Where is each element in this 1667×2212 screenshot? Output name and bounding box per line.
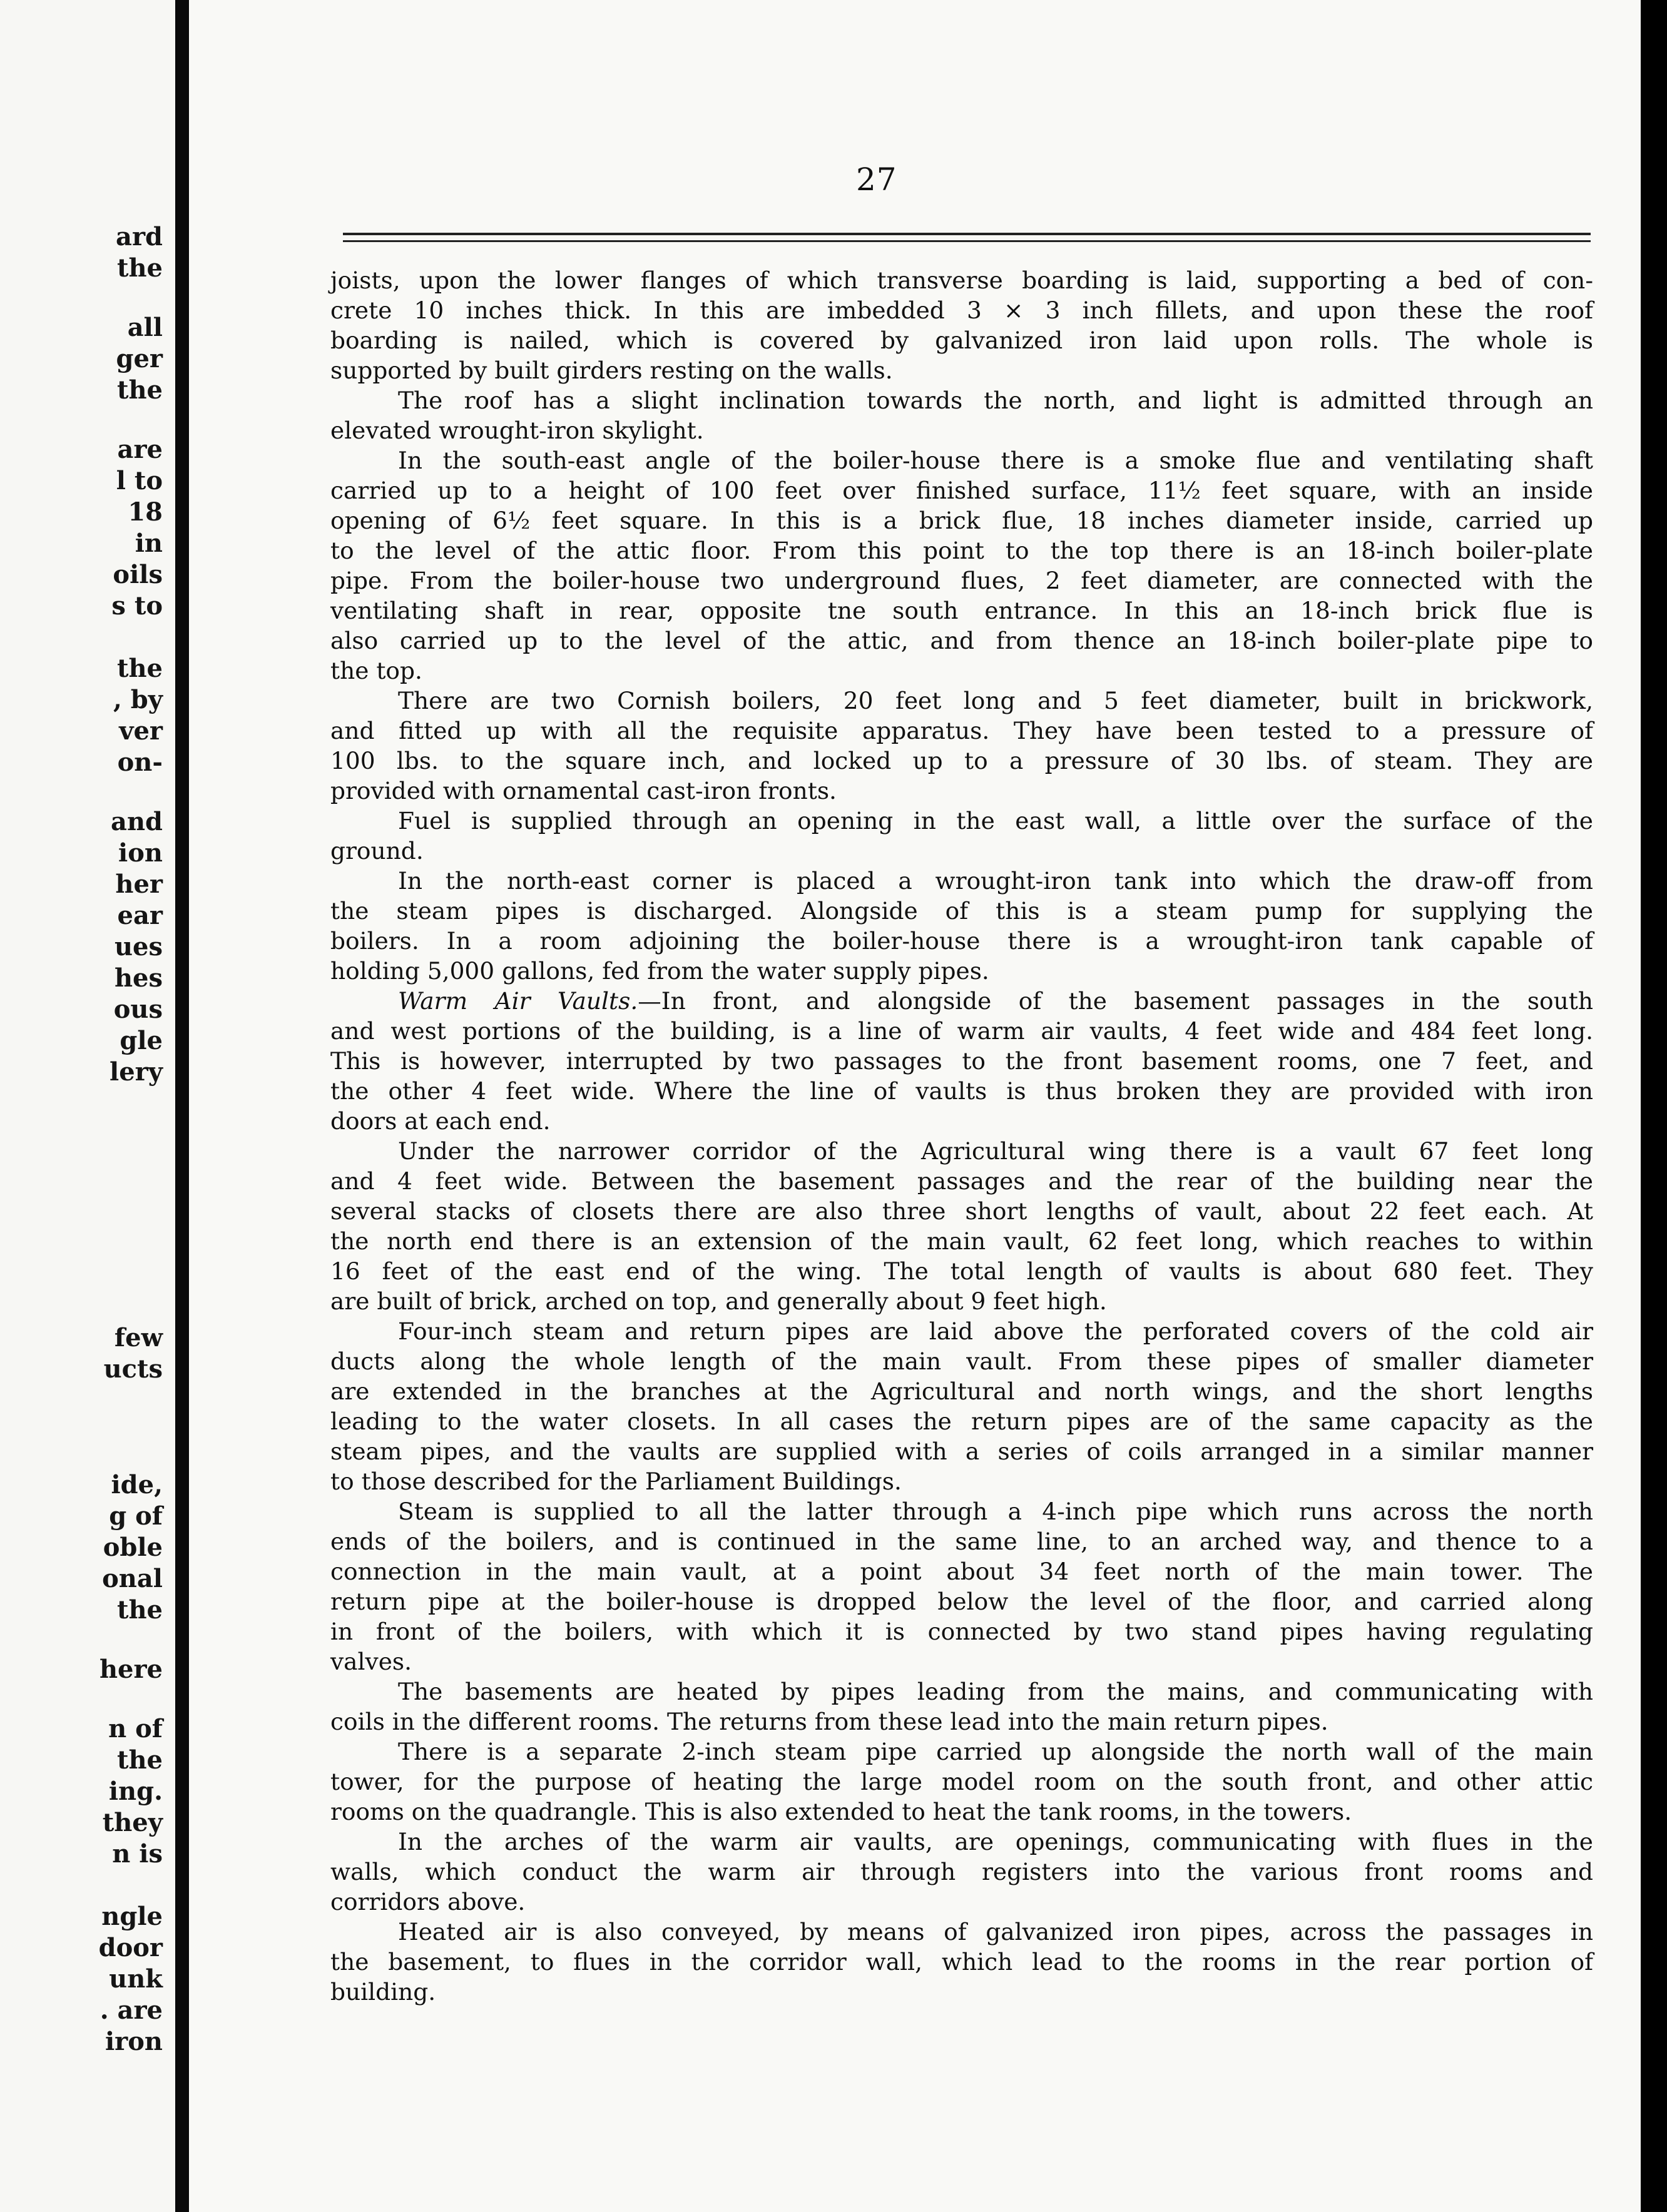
text-line: 100 lbs. to the square inch, and locked up to a pressure of 30 lbs. of steam. They are [330,747,1593,774]
facing-page-fragment: ger [116,344,163,373]
facing-page-fragment: g of [109,1501,163,1531]
section-heading: Warm Air Vaults. [398,987,638,1015]
facing-page-fragment: are [117,435,163,464]
text-line: walls, which conduct the warm air through registers into the various front rooms and [330,1858,1593,1885]
facing-page-fragment: n of [108,1714,163,1743]
text-line: and 4 feet wide. Between the basement passages and the rear of the building near the [330,1167,1593,1195]
text-line: to those described for the Parliament Buildings. [330,1468,902,1495]
text-line: provided with ornamental cast-iron fronts. [330,777,837,804]
text-line: joists, upon the lower flanges of which transverse boarding is laid, supporting a bed of con- [330,266,1593,294]
text-line: There are two Cornish boilers, 20 feet long and 5 feet diameter, built in brickwork, [398,687,1593,714]
facing-page-fragment: and [111,807,163,836]
text-line [330,986,1593,1016]
page-gutter [175,0,189,2212]
facing-page-fragment: hes [114,963,163,993]
facing-page-fragment: oils [113,560,163,589]
text-line: and west portions of the building, is a line of warm air vaults, 4 feet wide and 484 feet long. [330,1017,1593,1045]
text-line: Under the narrower corridor of the Agricultural wing there is a vault 67 feet long [398,1137,1593,1165]
scan-border [1641,0,1667,2212]
facing-page-fragment: ous [113,995,163,1024]
text-line: the top. [330,657,422,684]
facing-page-fragment: lery [110,1057,163,1087]
text-line: carried up to a height of 100 feet over finished surface, 11½ feet square, with an inside [330,477,1593,504]
text-line: crete 10 inches thick. In this are imbedded 3 × 3 inch fillets, and upon these the roof [330,297,1593,324]
facing-page-fragment: ucts [103,1354,163,1384]
document-page [189,0,1641,2212]
facing-page-fragment: ide, [111,1470,163,1499]
text-line: ends of the boilers, and is continued in the same line, to an arched way, and thence to a [330,1528,1593,1555]
text-line: In the north-east corner is placed a wrought-iron tank into which the draw-off from [398,867,1593,895]
text-line: rooms on the quadrangle. This is also extended to heat the tank rooms, in the towers. [330,1798,1352,1825]
facing-page-fragment: on- [117,748,163,777]
facing-page-fragment: in [135,529,163,558]
header-rule-thick [343,233,1591,235]
facing-page-fragment: unk [109,1964,163,1994]
facing-page-fragment: few [114,1323,163,1352]
text-line: Fuel is supplied through an opening in the east wall, a little over the surface of the [398,807,1593,835]
text-line: the other 4 feet wide. Where the line of vaults is thus broken they are provided with iron [330,1077,1593,1105]
body-text [330,265,1593,2007]
text-line: tower, for the purpose of heating the large model room on the south front, and other attic [330,1768,1593,1795]
facing-page-fragment: the [116,253,163,283]
facing-page-fragment: , by [113,685,163,714]
text-line: The basements are heated by pipes leading from the mains, and communicating with [398,1678,1593,1705]
text-line: several stacks of closets there are also three short lengths of vault, about 22 feet each. At [330,1197,1593,1225]
facing-page-fragment: onal [102,1564,163,1593]
facing-page-fragment: ard [116,222,163,251]
facing-page-fragment: ear [117,901,163,930]
text-line: return pipe at the boiler-house is dropped below the level of the floor, and carried along [330,1588,1593,1615]
text-line: connection in the main vault, at a point about 34 feet north of the main tower. The [330,1558,1593,1585]
facing-page-fragment: the [116,654,163,683]
text-line: to the level of the attic floor. From this point to the top there is an 18-inch boiler-plate [330,537,1593,564]
facing-page-margin [0,0,175,2212]
text-line: Steam is supplied to all the latter through a 4-inch pipe which runs across the north [398,1498,1593,1525]
facing-page-fragment: door [98,1933,163,1962]
text-line: In the arches of the warm air vaults, are openings, communicating with flues in the [398,1828,1593,1855]
text-line: pipe. From the boiler-house two underground flues, 2 feet diameter, are connected with the [330,567,1593,594]
text-line: ventilating shaft in rear, opposite tne south entrance. In this an 18-inch brick flue is [330,597,1593,624]
text-line: doors at each end. [330,1107,551,1135]
facing-page-fragment: ing. [108,1777,163,1806]
header-rule-thin [343,240,1591,242]
text-line: boarding is nailed, which is covered by galvanized iron laid upon rolls. The whole is [330,327,1593,354]
text-line: the steam pipes is discharged. Alongside of this is a steam pump for supplying the [330,897,1593,925]
facing-page-fragment: ver [119,716,163,746]
facing-page-fragment: . are [99,1996,163,2025]
text-line: This is however, interrupted by two passages to the front basement rooms, one 7 feet, and [330,1047,1593,1075]
facing-page-fragment: n is [112,1839,163,1869]
facing-page-fragment: ngle [101,1902,163,1931]
facing-page-fragment: the [116,1745,163,1775]
text-line: boilers. In a room adjoining the boiler-house there is a wrought-iron tank capable of [330,927,1593,955]
facing-page-fragment: gle [120,1026,163,1055]
page-number: 27 [856,161,897,198]
text-line: the north end there is an extension of the main vault, 62 feet long, which reaches to within [330,1227,1593,1255]
text-line: corridors above. [330,1888,526,1915]
text-line: leading to the water closets. In all cases the return pipes are of the same capacity as the [330,1408,1593,1435]
text-line: building. [330,1978,436,2006]
text-line: supported by built girders resting on the walls. [330,357,893,384]
facing-page-fragment: ion [118,838,163,868]
facing-page-fragment: ues [114,932,163,961]
facing-page-fragment: all [127,313,163,342]
facing-page-fragment: the [116,1595,163,1625]
text-line: Heated air is also conveyed, by means of galvanized iron pipes, across the passages in [398,1918,1593,1946]
text-line: holding 5,000 gallons, fed from the water supply pipes. [330,957,989,985]
text-line: steam pipes, and the vaults are supplied with a series of coils arranged in a similar manner [330,1438,1593,1465]
text-line: valves. [330,1648,412,1675]
text-line: and fitted up with all the requisite apparatus. They have been tested to a pressure of [330,717,1593,744]
facing-page-fragment: l to [116,466,163,495]
text-line: opening of 6½ feet square. In this is a brick flue, 18 inches diameter inside, carried up [330,507,1593,534]
facing-page-fragment: her [115,870,163,899]
text-line: also carried up to the level of the attic, and from thence an 18-inch boiler-plate pipe to [330,627,1593,654]
text-line: elevated wrought-iron skylight. [330,417,704,444]
text-line-content: —In front, and alongside of the basement passages in the south [638,987,1593,1015]
text-line: in front of the boilers, with which it is connected by two stand pipes having regulating [330,1618,1593,1645]
facing-page-fragment: s to [111,591,163,621]
facing-page-fragment: iron [105,2027,163,2056]
text-line: Four-inch steam and return pipes are laid above the perforated covers of the cold air [398,1317,1593,1345]
facing-page-fragment: the [116,375,163,405]
text-line: coils in the different rooms. The returns from these lead into the main return pipes. [330,1708,1328,1735]
text-line: In the south-east angle of the boiler-house there is a smoke flue and ventilating shaft [398,447,1593,474]
text-line: the basement, to flues in the corridor wall, which lead to the rooms in the rear portion of [330,1948,1593,1976]
facing-page-fragment: oble [103,1533,163,1562]
text-line: are extended in the branches at the Agricultural and north wings, and the short lengths [330,1377,1593,1405]
facing-page-fragment: they [102,1808,163,1837]
text-line: 16 feet of the east end of the wing. The total length of vaults is about 680 feet. They [330,1257,1593,1285]
text-line: ducts along the whole length of the main vault. From these pipes of smaller diameter [330,1347,1593,1375]
text-line: The roof has a slight inclination towards the north, and light is admitted through an [398,387,1593,414]
facing-page-fragment: here [99,1655,163,1684]
text-line: There is a separate 2-inch steam pipe carried up alongside the north wall of the main [398,1738,1593,1765]
text-line: are built of brick, arched on top, and generally about 9 feet high. [330,1287,1107,1315]
text-line: ground. [330,837,424,865]
facing-page-fragment: 18 [128,497,163,527]
